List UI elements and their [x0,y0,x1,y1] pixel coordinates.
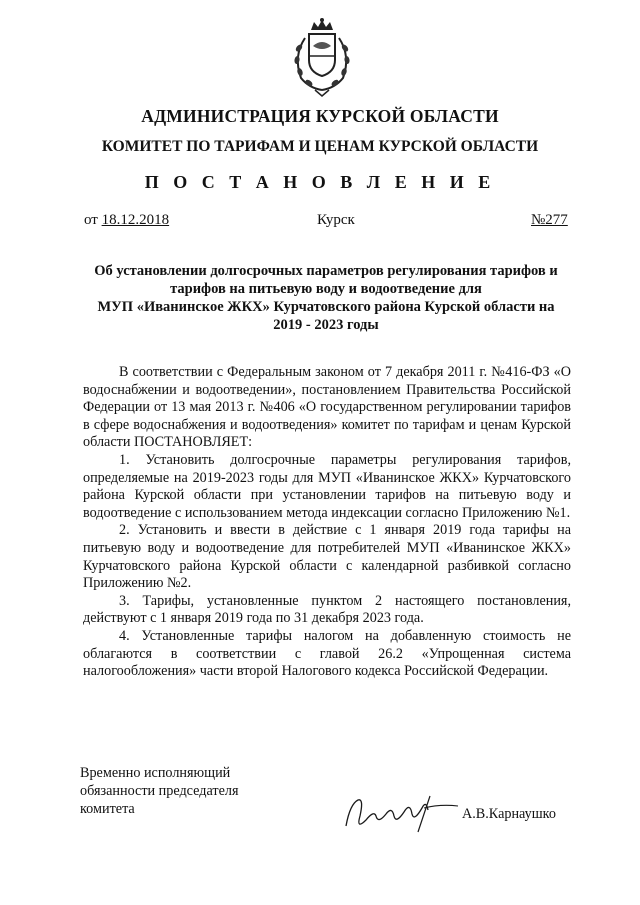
coat-of-arms-icon [287,16,357,98]
item-paragraph: 2. Установить и ввести в действие с 1 января 2019 года тарифы на питьевую воду и водоотведение для потребителей МУП «Иванинское ЖКХ» Курчатовского района Курской области с календарной разбивкой согласно Приложению №2. [83,522,571,592]
signatory-name: А.В.Карнаушко [462,806,556,822]
subject-line: МУП «Иванинское ЖКХ» Курчатовского района Курской области на [97,299,555,315]
subject-line: 2019 - 2023 годы [273,317,379,333]
document-type-title: П О С Т А Н О В Л Е Н И Е [144,172,496,192]
position-line: обязанности председателя [80,783,239,799]
item-paragraph: 1. Установить долгосрочные параметры регулирования тарифов, определяемые на 2019-2023 годы для МУП «Иванинское ЖКХ» Курчатовского района Курской области при установлении тарифов на питьевую воду и водоотведение с использованием метода индексации согласно Приложению №1. [83,451,571,521]
handwritten-signature [340,786,465,838]
date-value: 18.12.2018 [101,212,170,228]
date-prefix: от [84,212,102,228]
subject-line: Об установлении долгосрочных параметров регулирования тарифов и [94,263,558,279]
document-date [84,212,169,229]
item-paragraph: 4. Установленные тарифы налогом на добавленную стоимость не облагаются в соответствии с главой 26.2 «Упрощенная система налогообложения» части второй Налогового кодекса Российской Федерации. [83,627,571,680]
signatory-position [80,764,300,818]
organization-name: АДМИНИСТРАЦИЯ КУРСКОЙ ОБЛАСТИ [141,106,499,126]
document-subject [70,262,582,334]
document-number: №277 [531,212,568,228]
committee-name: КОМИТЕТ ПО ТАРИФАМ И ЦЕНАМ КУРСКОЙ ОБЛАСТИ [101,138,539,155]
item-paragraph: 3. Тарифы, установленные пунктом 2 настоящего постановления, действуют с 1 января 2019 года по 31 декабря 2023 года. [83,592,571,627]
document-city: Курск [317,212,355,228]
document-body [83,364,571,681]
subject-line: тарифов на питьевую воду и водоотведение для [170,281,482,297]
position-line: Временно исполняющий [80,765,231,781]
position-line: комитета [80,801,135,817]
preamble-paragraph: В соответствии с Федеральным законом от 7 декабря 2011 г. №416-ФЗ «О водоснабжении и водоотведении», постановлением Правительства Российской Федерации от 13 мая 2013 г. №406 «О государственном регулировании тарифов в сфере водоснабжения и водоотведения» комитет по тарифам и ценам Курской области ПОСТАНОВЛЯЕТ: [83,364,571,451]
